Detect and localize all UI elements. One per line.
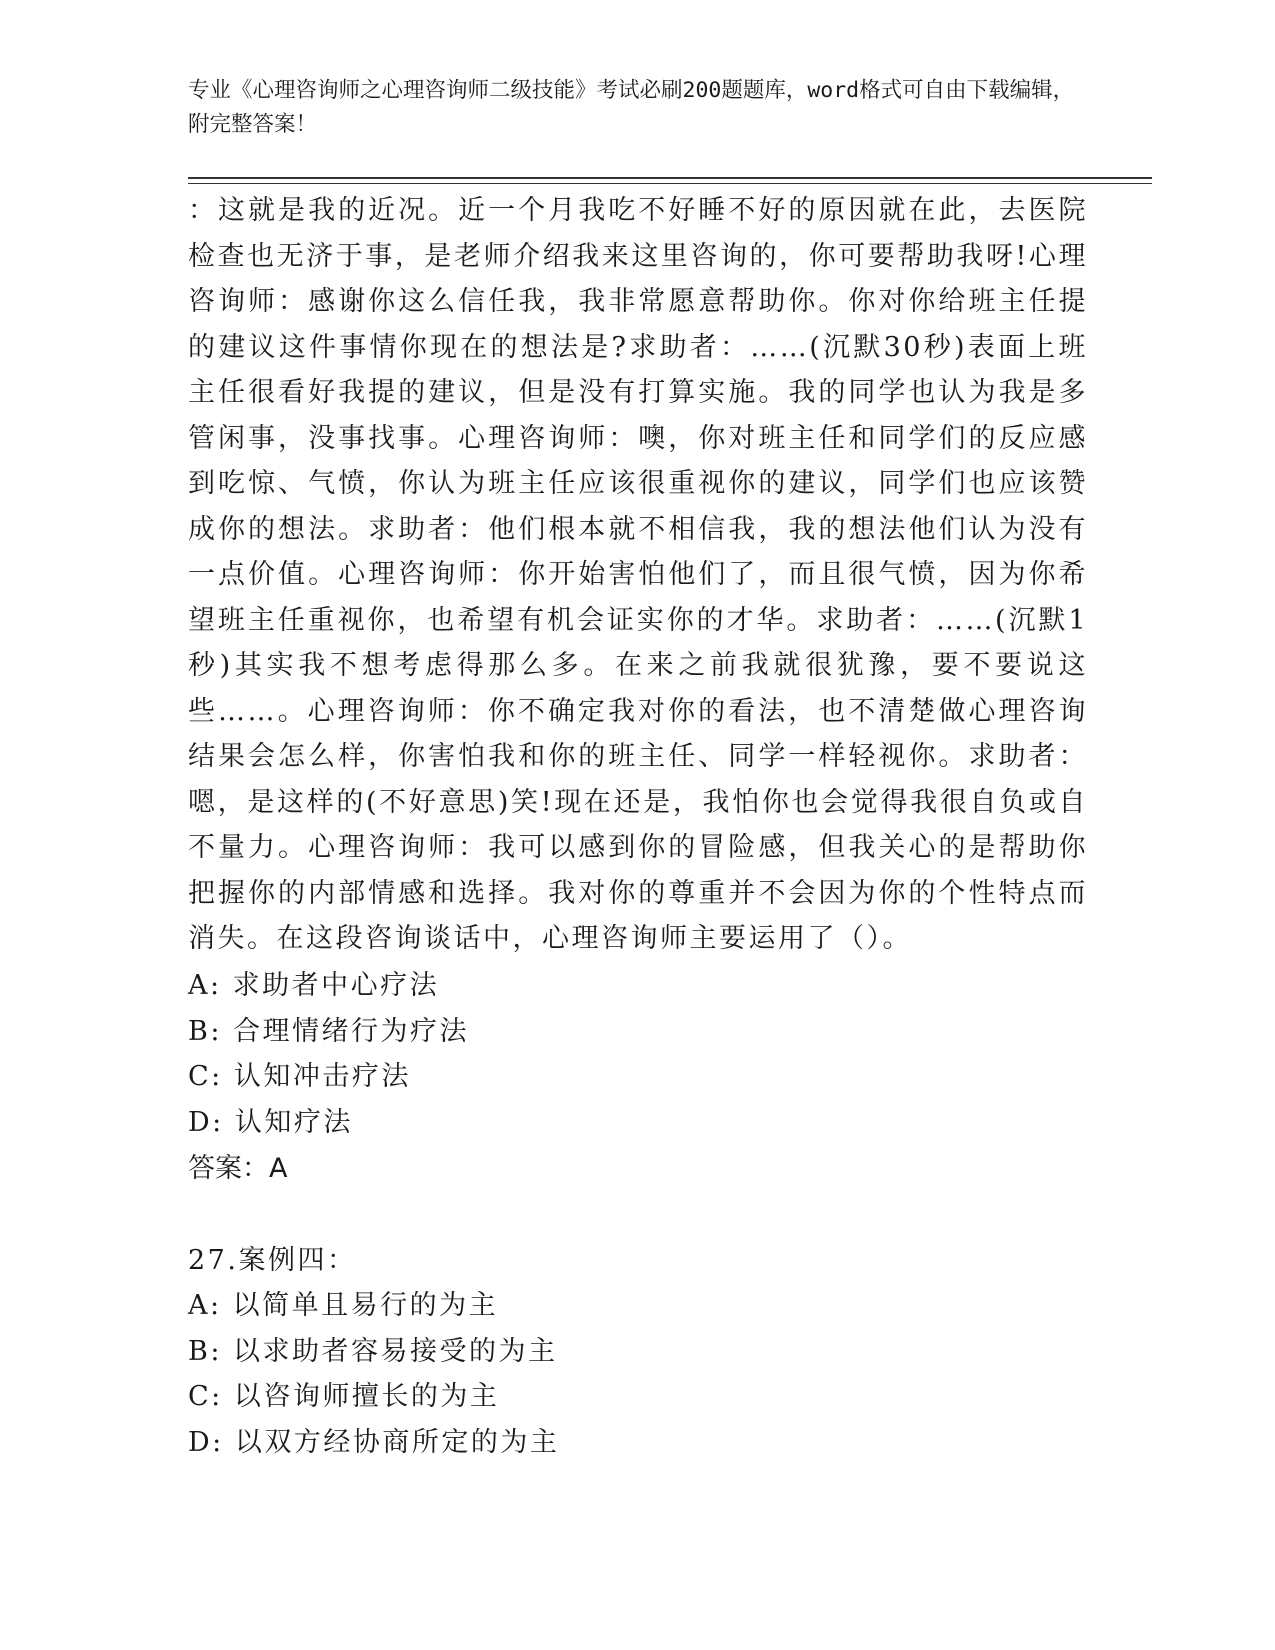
option-d: D: 认知疗法	[188, 1106, 353, 1138]
header-divider	[188, 177, 1152, 179]
option-b: B: 合理情绪行为疗法	[188, 1015, 470, 1047]
header-divider-thin	[188, 183, 1152, 184]
question-27-options	[188, 1283, 1088, 1465]
option-c: C: 以咨询师擅长的为主	[188, 1381, 500, 1412]
question-26-options	[188, 963, 1088, 1145]
document-header: 专业《心理咨询师之心理咨询师二级技能》考试必刷200题题库，word格式可自由下载编辑，附完整答案！	[188, 78, 1075, 137]
option-a: A: 以简单且易行的为主	[188, 1290, 499, 1321]
answer-line: 答案：A	[188, 1153, 288, 1184]
option-d: D: 以双方经协商所定的为主	[188, 1426, 560, 1458]
question-stem: ：这就是我的近况。近一个月我吃不好睡不好的原因就在此，去医院检查也无济于事，是老师介绍我来这里咨询的，你可要帮助我呀!心理咨询师：感谢你这么信任我，我非常愿意帮助你。你对你给班主任提的建议这件事情你现在的想法是?求助者：……(沉默30秒)表面上班主任很看好我提的建议，但是没有打算实施。我的同学也认为我是多管闲事，没事找事。心理咨询师：噢，你对班主任和同学们的反应感到吃惊、气愤，你认为班主任应该很重视你的建议，同学们也应该赞成你的想法。求助者：他们根本就不相信我，我的想法他们认为没有一点价值。心理咨询师：你开始害怕他们了，而且很气愤，因为你希望班主任重视你，也希望有机会证实你的才华。求助者：……(沉默1秒)其实我不想考虑得那么多。在来之前我就很犹豫，要不要说这些……。心理咨询师：你不确定我对你的看法，也不清楚做心理咨询结果会怎么样，你害怕我和你的班主任、同学一样轻视你。求助者：嗯，是这样的(不好意思)笑!现在还是，我怕你也会觉得我很自负或自不量力。心理咨询师：我可以感到你的冒险感，但我关心的是帮助你把握你的内部情感和选择。我对你的尊重并不会因为你的个性特点而消失。在这段咨询谈话中，心理咨询师主要运用了（）。	[188, 195, 1088, 954]
option-c: C: 认知冲击疗法	[188, 1061, 411, 1092]
option-b: B: 以求助者容易接受的为主	[188, 1335, 558, 1367]
option-a: A: 求助者中心疗法	[188, 970, 440, 1001]
question-27-title: 27.案例四：	[188, 1245, 357, 1276]
